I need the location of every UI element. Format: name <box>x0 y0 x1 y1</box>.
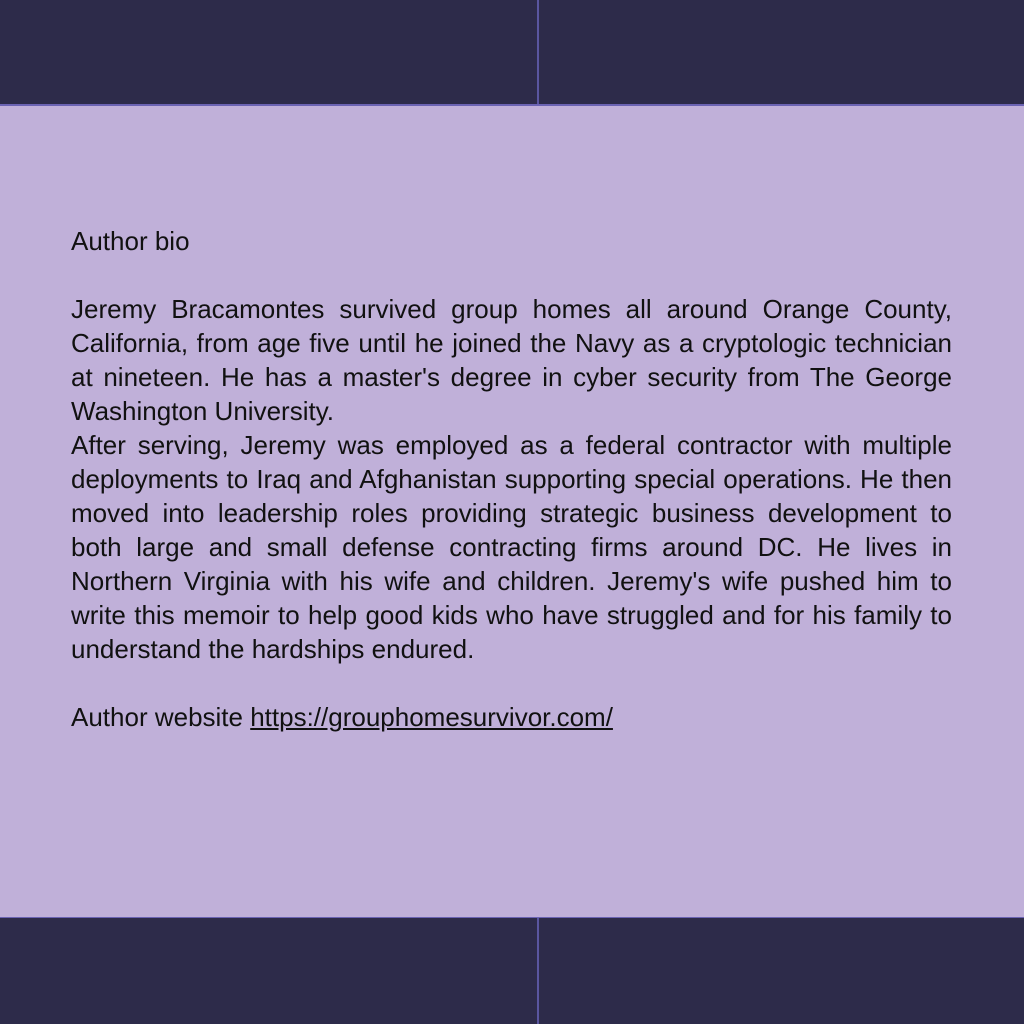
top-band <box>0 0 1024 105</box>
bio-heading: Author bio <box>71 226 190 256</box>
author-bio-content <box>71 224 952 734</box>
website-link[interactable]: https://grouphomesurvivor.com/ <box>250 702 613 732</box>
top-divider <box>537 0 539 105</box>
website-label: Author website <box>71 702 251 732</box>
bottom-band <box>0 918 1024 1024</box>
bio-paragraph-1: Jeremy Bracamontes survived group homes all around Orange County, California, from age five until he joined the Navy as a cryptologic technician at nineteen. He has a master's degree in cyber security from The George Washington University. <box>71 294 952 426</box>
bio-paragraph-2: After serving, Jeremy was employed as a federal contractor with multiple deployments to Iraq and Afghanistan supporting special operations. He then moved into leadership roles providing strategic business development to both large and small defense contracting firms around DC. He lives in Northern Virginia with his wife and children. Jeremy's wife pushed him to write this memoir to help good kids who have struggled and for his family to understand the hardships endured. <box>71 430 952 664</box>
spacer <box>71 666 952 700</box>
content-panel <box>0 104 1024 919</box>
website-line <box>71 700 952 734</box>
bottom-divider <box>537 918 539 1024</box>
spacer <box>71 258 952 292</box>
